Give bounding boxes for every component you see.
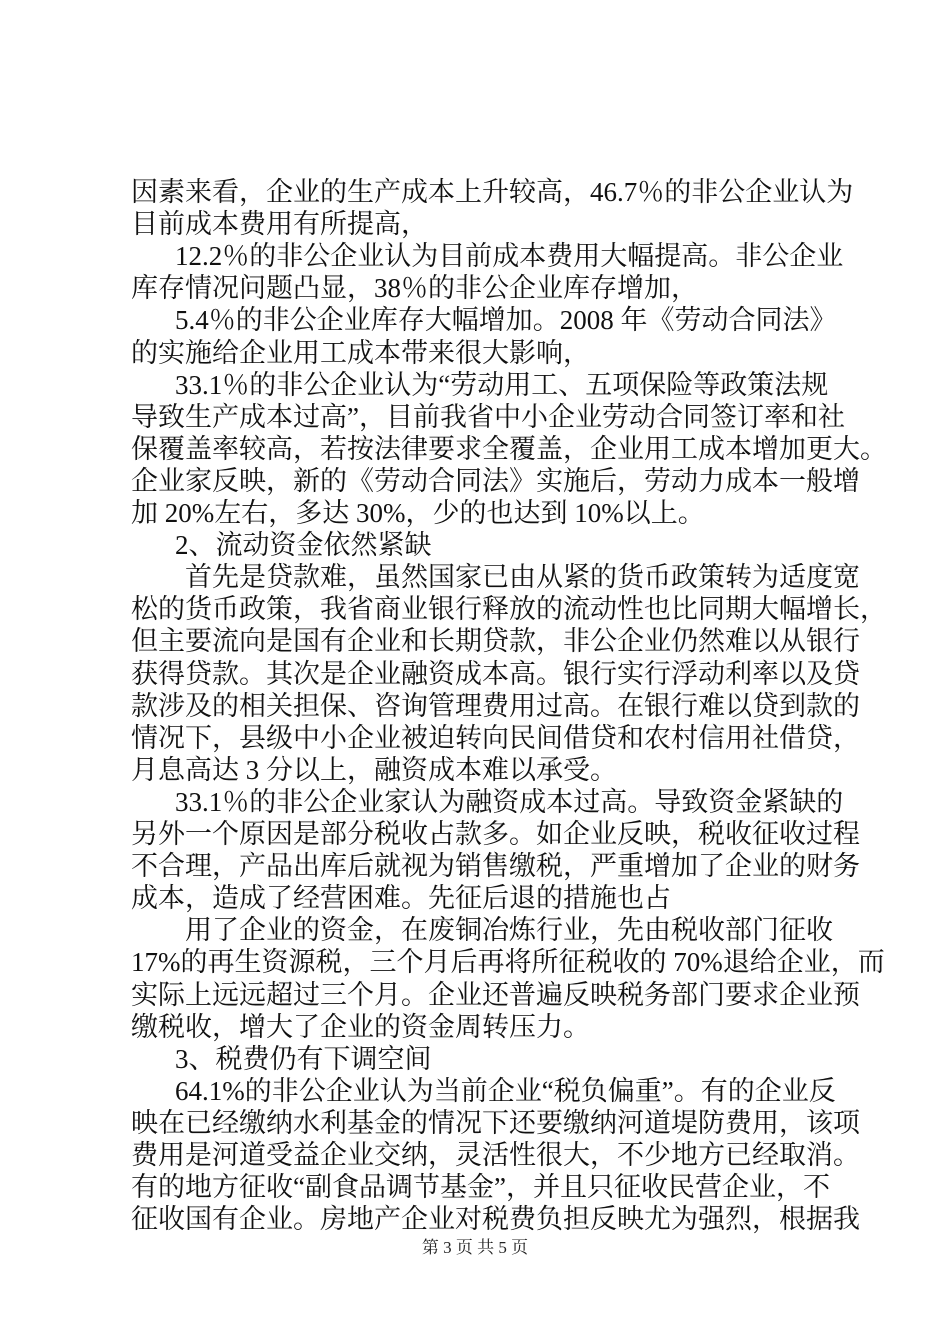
paragraph-10-line-2: 映在已经缴纳水利基金的情况下还要缴纳河道堤防费用，该项 — [131, 1107, 860, 1138]
paragraph-4-line-1: 33.1％的非公企业认为“劳动用工、五项保险等政策法规 — [175, 369, 829, 400]
paragraph-6-line-4: 获得贷款。其次是企业融资成本高。银行实行浮动利率以及贷 — [131, 658, 860, 689]
paragraph-8-line-3: 实际上远远超过三个月。企业还普遍反映税务部门要求企业预 — [131, 979, 860, 1010]
paragraph-6-line-5: 款涉及的相关担保、咨询管理费用过高。在银行难以贷到款的 — [131, 690, 860, 721]
paragraph-2-line-1: 12.2％的非公企业认为目前成本费用大幅提高。非公企业 — [175, 241, 844, 272]
paragraph-4-line-2: 导致生产成本过高”，目前我省中小企业劳动合同签订率和社 — [131, 401, 845, 432]
paragraph-7-line-4: 成本，造成了经营困难。先征后退的措施也占 — [131, 883, 671, 914]
paragraph-4-line-4: 企业家反映，新的《劳动合同法》实施后，劳动力成本一般增 — [131, 465, 860, 496]
paragraph-4-line-3: 保覆盖率较高，若按法律要求全覆盖，企业用工成本增加更大。 — [131, 433, 887, 464]
paragraph-3-line-1: 5.4％的非公企业库存大幅增加。2008 年《劳动合同法》 — [175, 305, 837, 336]
paragraph-7-line-3: 不合理，产品出库后就视为销售缴税，严重增加了企业的财务 — [131, 851, 860, 882]
paragraph-3-line-2: 的实施给企业用工成本带来很大影响， — [131, 337, 590, 368]
paragraph-6-line-7: 月息高达 3 分以上，融资成本难以承受。 — [131, 754, 617, 785]
paragraph-6-line-3: 但主要流向是国有企业和长期贷款，非公企业仍然难以从银行 — [131, 626, 860, 657]
page-footer: 第 3 页 共 5 页 — [421, 1238, 529, 1257]
paragraph-6-line-6: 情况下，县级中小企业被迫转向民间借贷和农村信用社借贷， — [131, 722, 860, 753]
paragraph-8-line-4: 缴税收，增大了企业的资金周转压力。 — [131, 1011, 590, 1042]
paragraph-10-line-4: 有的地方征收“副食品调节基金”，并且只征收民营企业，不 — [131, 1172, 830, 1203]
paragraph-1-line-1: 因素来看，企业的生产成本上升较高，46.7％的非公企业认为 — [131, 177, 854, 207]
paragraph-5-line-1: 2、流动资金依然紧缺 — [175, 530, 432, 561]
paragraph-2-line-2: 库存情况问题凸显，38％的非公企业库存增加， — [131, 273, 698, 304]
paragraph-10-line-5: 征收国有企业。房地产企业对税费负担反映尤为强烈，根据我 — [131, 1204, 860, 1235]
paragraph-8-line-1: 用了企业的资金，在废铜冶炼行业，先由税收部门征收 — [185, 915, 833, 946]
paragraph-6-line-2: 松的货币政策，我省商业银行释放的流动性也比同期大幅增长， — [131, 594, 887, 625]
paragraph-10-line-3: 费用是河道受益企业交纳，灵活性很大，不少地方已经取消。 — [131, 1140, 860, 1170]
paragraph-4-line-5: 加 20%左右，多达 30%，少的也达到 10%以上。 — [131, 498, 705, 528]
paragraph-9-line-1: 3、税费仍有下调空间 — [175, 1043, 432, 1074]
paragraph-6-line-1: 首先是贷款难，虽然国家已由从紧的货币政策转为适度宽 — [185, 562, 860, 593]
paragraph-1-line-2: 目前成本费用有所提高， — [131, 209, 428, 240]
paragraph-7-line-2: 另外一个原因是部分税收占款多。如企业反映，税收征收过程 — [131, 819, 860, 849]
paragraph-8-line-2: 17%的再生资源税，三个月后再将所征税收的 70%退给企业，而 — [131, 947, 885, 978]
paragraph-7-line-1: 33.1％的非公企业家认为融资成本过高。导致资金紧缺的 — [175, 786, 844, 817]
paragraph-10-line-1: 64.1%的非公企业认为当前企业“税负偏重”。有的企业反 — [175, 1075, 836, 1106]
